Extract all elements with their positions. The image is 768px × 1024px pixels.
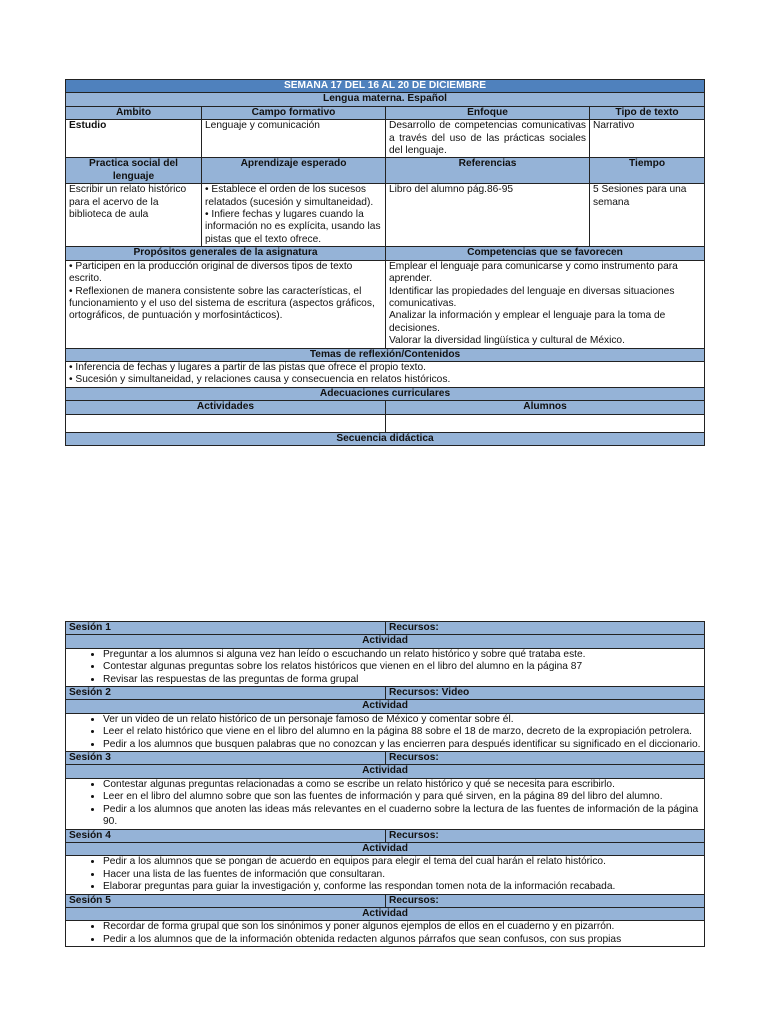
session-header-row [66,894,705,907]
session-actividad-label: Actividad [66,842,705,855]
proposito-item: • Participen en la producción original de diversos tipos de texto escrito. [69,260,353,285]
cell-tiempo: 5 Sesiones para una semana [590,184,705,247]
session-items-row [66,778,705,829]
competencia-item: Valorar la diversidad lingüística y cultural de México. [389,335,625,347]
cell-practica-social: Escribir un relato histórico para el acervo de la biblioteca de aula [66,184,202,247]
session-header-row [66,687,705,700]
session-title: Sesión 5 [66,894,386,907]
session-items-row [66,921,705,947]
subject-row [66,93,705,106]
session-activity-item: • Pedir a los alumnos que anoten las ideas más relevantes en el cuaderno sobre la lectura de las fuentes de información de la página 90. [103,804,701,829]
proposito-item: • Reflexionen de manera consistente sobre las características, el funcionamiento y el uso del sistema de escritura (aspectos gráficos, ortográficos, de puntuación y morfosintácticos). [69,285,375,322]
header-ambito: Ámbito [66,106,202,119]
aprendizaje-item: • Establece el orden de los sucesos relatados (sucesión y simultaneidad). [205,184,374,208]
session-items-row [66,856,705,894]
header-alumnos: Alumnos [386,401,705,414]
session-header-row [66,829,705,842]
session-activity-item: • Leer en el libro del alumno sobre que son las fuentes de información y para qué sirven, en la página 89 del libro del alumno. [103,791,701,803]
header-adecuaciones: Adecuaciones curriculares [66,387,705,400]
session-activity-list [69,856,701,893]
data-row-1 [66,120,705,158]
session-actividad-label: Actividad [66,700,705,713]
session-recursos: Recursos: [386,622,705,635]
session-activity-item: • Contestar algunas preguntas relacionadas a como se escribe un relato histórico y qué se necesita para escribirlo. [103,779,701,791]
cell-temas [66,361,705,387]
session-title: Sesión 1 [66,622,386,635]
session-actividad-label: Actividad [66,907,705,920]
cell-tipo-texto: Narrativo [590,120,705,158]
data-row-2 [66,184,705,247]
session-recursos: Recursos: [386,752,705,765]
session-activity-item: • Pedir a los alumnos que busquen palabras que no conozcan y las encierren para después identificar su significado en el diccionario. [103,739,701,751]
session-items-row [66,713,705,751]
session-actividad-row [66,635,705,648]
header-row-1 [66,106,705,119]
tema-item: • Inferencia de fechas y lugares a partir de las pistas que ofrece el propio texto. [69,361,426,373]
cell-alumnos-empty [386,414,705,432]
session-activity-item: • Elaborar preguntas para guiar la investigación y, conforme las respondan tomen nota de la información recabada. [103,881,701,893]
session-items-cell [66,648,705,686]
data-row-3 [66,260,705,348]
session-activity-list [69,921,701,946]
header-aprendizaje: Aprendizaje esperado [202,158,386,184]
secuencia-header-row [66,432,705,445]
adecuaciones-header-row [66,387,705,400]
competencia-item: Analizar la información y emplear el lenguaje para la toma de decisiones. [389,310,666,334]
session-actividad-row [66,907,705,920]
header-referencias: Referencias [386,158,590,184]
session-title: Sesión 3 [66,752,386,765]
session-recursos: Recursos: [386,829,705,842]
sessions-table [65,621,705,947]
session-activity-list [69,714,701,751]
session-items-cell [66,713,705,751]
header-tiempo: Tiempo [590,158,705,184]
header-actividades: Actividades [66,401,386,414]
plan-title: SEMANA 17 DEL 16 AL 20 DE DICIEMBRE [66,80,705,93]
header-propositos: Propósitos generales de la asignatura [66,247,386,260]
session-recursos: Recursos: Video [386,687,705,700]
session-items-cell [66,778,705,829]
session-actividad-row [66,700,705,713]
session-actividad-row [66,765,705,778]
cell-competencias [386,260,705,348]
cell-referencias: Libro del alumno pág.86-95 [386,184,590,247]
session-activity-list [69,779,701,829]
session-items-cell [66,856,705,894]
session-title: Sesión 4 [66,829,386,842]
tema-item: • Sucesión y simultaneidad, y relaciones causa y consecuencia en relatos históricos. [69,374,451,386]
session-activity-item: • Preguntar a los alumnos si alguna vez han leído o escuchando un relato histórico y sobre qué trataba este. [103,649,701,661]
cell-propositos [66,260,386,348]
session-activity-item: • Pedir a los alumnos que de la información obtenida redacten algunos párrafos que sean confusos, con sus propias [103,934,701,946]
adecuaciones-empty-row [66,414,705,432]
session-activity-item: • Pedir a los alumnos que se pongan de acuerdo en equipos para elegir el tema del cual harán el relato histórico. [103,856,701,868]
session-actividad-row [66,842,705,855]
header-enfoque: Enfoque [386,106,590,119]
subject-title: Lengua materna. Español [66,93,705,106]
session-items-row [66,648,705,686]
aprendizaje-item: • Infiere fechas y lugares cuando la información no es explícita, usando las pistas que el texto ofrece. [205,209,381,245]
session-activity-item: • Hacer una lista de las fuentes de información que consultaran. [103,869,701,881]
competencia-item: Emplear el lenguaje para comunicarse y como instrumento para aprender. [389,260,678,285]
weekly-plan-table [65,79,705,446]
session-header-row [66,622,705,635]
adecuaciones-subheader-row [66,401,705,414]
session-activity-list [69,649,701,686]
session-items-cell [66,921,705,947]
sessions-body [66,622,705,947]
header-competencias: Competencias que se favorecen [386,247,705,260]
cell-ambito: Estudio [66,120,202,158]
header-temas: Temas de reflexión/Contenidos [66,348,705,361]
header-tipo-texto: Tipo de texto [590,106,705,119]
cell-campo-formativo: Lenguaje y comunicación [202,120,386,158]
session-activity-item: • Leer el relato histórico que viene en el libro del alumno en la página 88 sobre el 18 de marzo, decreto de la expropiación petrolera. [103,726,701,738]
plan-title-row [66,80,705,93]
competencia-item: Identificar las propiedades del lenguaje en diversas situaciones comunicativas. [389,285,675,309]
cell-aprendizaje [202,184,386,247]
temas-header-row [66,348,705,361]
session-activity-item: • Ver un video de un relato histórico de un personaje famoso de México y comentar sobre él. [103,714,701,726]
session-actividad-label: Actividad [66,635,705,648]
session-actividad-label: Actividad [66,765,705,778]
session-activity-item: • Contestar algunas preguntas sobre los relatos históricos que vienen en el libro del alumno en la página 87 [103,661,701,673]
header-practica-social: Practica social del lenguaje [66,158,202,184]
session-header-row [66,752,705,765]
session-recursos: Recursos: [386,894,705,907]
header-row-3 [66,247,705,260]
cell-actividades-empty [66,414,386,432]
header-campo-formativo: Campo formativo [202,106,386,119]
header-secuencia: Secuencia didáctica [66,432,705,445]
temas-row [66,361,705,387]
header-row-2 [66,158,705,184]
session-title: Sesión 2 [66,687,386,700]
cell-enfoque: Desarrollo de competencias comunicativas a través del uso de las prácticas sociales del lenguaje. [386,120,590,158]
session-activity-item: • Revisar las respuestas de las preguntas de forma grupal [103,674,701,686]
session-activity-item: • Recordar de forma grupal que son los sinónimos y poner algunos ejemplos de ellos en el cuaderno y en pizarrón. [103,921,701,933]
